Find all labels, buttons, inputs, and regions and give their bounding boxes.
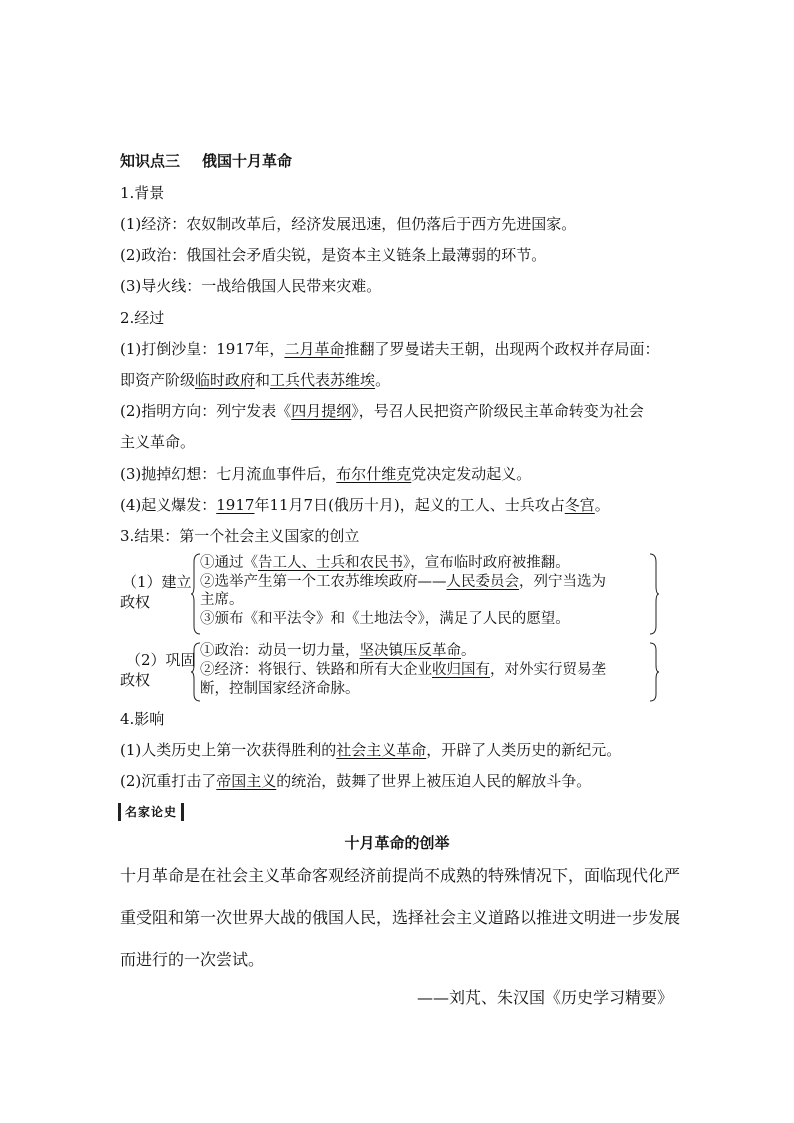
background-heading: 1.背景 [120, 184, 165, 202]
establish-label-1: （1）建立 [122, 573, 192, 591]
process-item-2-cont: 主义革命。 [120, 433, 196, 451]
process-item-1-cont: 即资产阶级临时政府和工兵代表苏维埃。 [120, 371, 391, 389]
result-heading: 3.结果：第一个社会主义国家的创立 [120, 527, 360, 545]
keyword-year-1917: 1917 [216, 496, 255, 514]
essay-line-3: 而进行的一次尝试。 [120, 950, 265, 969]
section-title [120, 151, 292, 171]
right-brace-icon [648, 552, 660, 636]
keyword-socialist-revolution: 社会主义革命 [336, 741, 427, 759]
section-label: 知识点三 [120, 152, 181, 170]
keyword-peoples-commissars: 人民委员会 [446, 574, 519, 590]
consolidate-label-1: （2）巩固 [126, 651, 196, 669]
background-item-trigger: (3)导火线：一战给俄国人民带来灾难。 [120, 277, 382, 295]
background-item-politics: (2)政治：俄国社会矛盾尖锐，是资本主义链条上最薄弱的环节。 [120, 246, 547, 264]
essay-title: 十月革命的创举 [344, 834, 450, 852]
section-topic: 俄国十月革命 [202, 152, 293, 170]
consolidate-sub-1: ①政治：动员一切力量，坚决镇压反革命。 [200, 643, 476, 659]
keyword-april-theses: 四月提纲 [291, 402, 352, 420]
impact-item-1: (1)人类历史上第一次获得胜利的社会主义革命，开辟了人类历史的新纪元。 [120, 741, 622, 759]
keyword-nationalization: 收归国有 [432, 662, 490, 678]
essay-source: ——刘芃、朱汉国《历史学习精要》 [416, 988, 673, 1007]
impact-item-2: (2)沉重打击了帝国主义的统治，鼓舞了世界上被压迫人民的解放斗争。 [120, 772, 592, 790]
establish-sub-1: ①通过《告工人、士兵和农民书》，宣布临时政府被推翻。 [200, 555, 570, 571]
consolidate-label-2: 政权 [120, 671, 151, 689]
impact-heading: 4.影响 [120, 710, 165, 728]
right-brace-icon [648, 641, 660, 703]
process-item-2: (2)指明方向：列宁发表《四月提纲》，号召人民把资产阶级民主革命转变为社会 [120, 402, 644, 420]
essay-line-1: 十月革命是在社会主义革命客观经济前提尚不成熟的特殊情况下，面临现代化严 [120, 866, 681, 885]
keyword-february-revolution: 二月革命 [284, 340, 345, 358]
establish-sub-2: ②选举产生第一个工农苏维埃政府——人民委员会，列宁当选为 [200, 574, 606, 590]
keyword-bolshevik: 布尔什维克 [336, 465, 412, 483]
keyword-soviet: 工兵代表苏维埃 [270, 371, 376, 389]
process-heading: 2.经过 [120, 309, 165, 327]
process-item-3: (3)抛掉幻想：七月流血事件后，布尔什维克党决定发动起义。 [120, 465, 532, 483]
keyword-suppress-counterrevolution: 坚决镇压反革命 [359, 643, 461, 659]
keyword-provisional-government: 临时政府 [195, 371, 256, 389]
consolidate-sub-2-cont: 断，控制国家经济命脉。 [200, 681, 360, 697]
establish-label-2: 政权 [120, 593, 151, 611]
keyword-proclamation: 告工人、士兵和农民书 [258, 555, 403, 571]
keyword-imperialism: 帝国主义 [216, 772, 277, 790]
consolidate-sub-2: ②经济：将银行、铁路和所有大企业收归国有，对外实行贸易垄 [200, 662, 606, 678]
establish-sub-2-cont: 主席。 [200, 592, 244, 608]
process-item-4: (4)起义爆发：1917年11月7日(俄历十月)，起义的工人、士兵攻占冬宫。 [120, 496, 610, 514]
essay-line-2: 重受阻和第一次世界大战的俄国人民，选择社会主义道路以推进文明进一步发展 [120, 908, 681, 927]
establish-sub-3: ③颁布《和平法令》和《土地法令》，满足了人民的愿望。 [200, 611, 570, 627]
background-item-economy: (1)经济：农奴制改革后，经济发展迅速，但仍落后于西方先进国家。 [120, 215, 577, 233]
process-item-1: (1)打倒沙皇：1917年，二月革命推翻了罗曼诺夫王朝，出现两个政权并存局面： [120, 340, 660, 358]
keyword-winter-palace: 冬宫 [564, 496, 595, 514]
essay-tag: 名家论史 [118, 803, 184, 821]
